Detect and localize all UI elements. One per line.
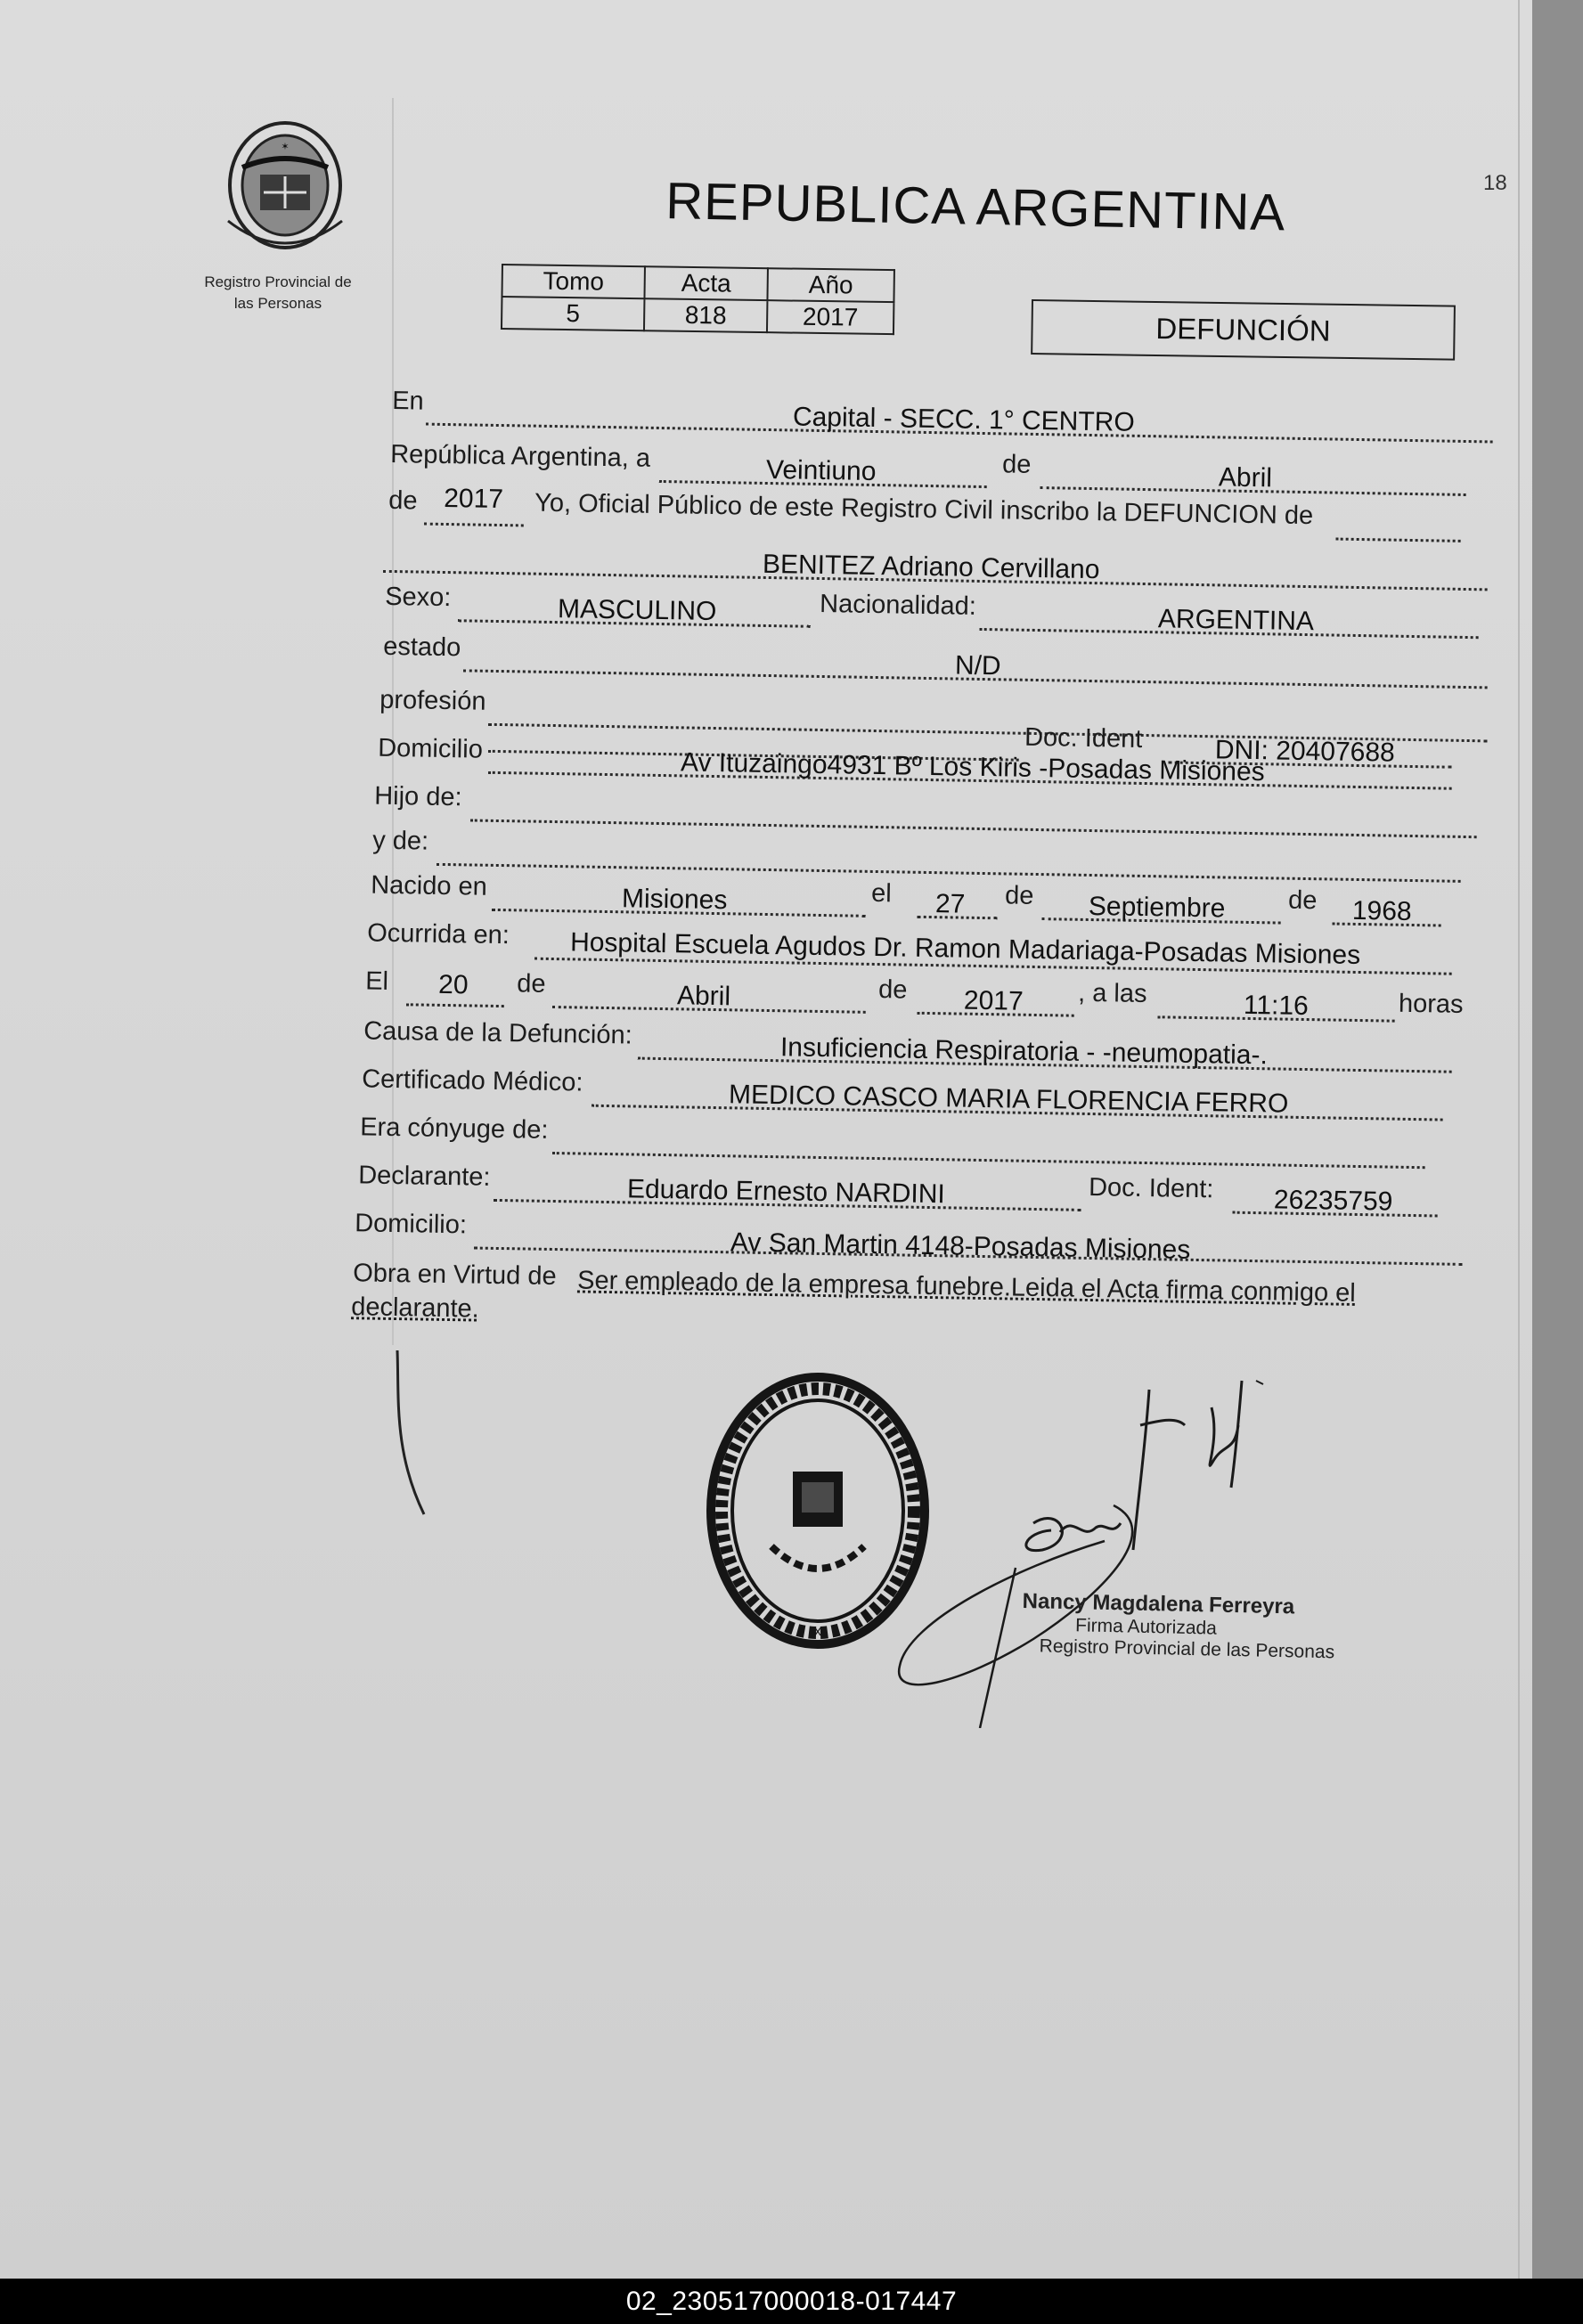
signatory-name: Nancy Magdalena Ferreyra	[1022, 1589, 1295, 1619]
signature-block	[1021, 1589, 1335, 1663]
registry-name: Registro Provincial de las Personas	[204, 273, 352, 312]
birth-year: 1968	[1351, 895, 1412, 926]
handwritten-signature	[882, 1372, 1292, 1728]
doc-label: Doc. Ident	[1024, 722, 1143, 754]
de-label: de	[388, 485, 418, 516]
el-label: el	[870, 878, 892, 909]
signatory-office: Registro Provincial de las Personas	[1039, 1635, 1335, 1663]
svg-text:✶: ✶	[281, 142, 290, 152]
declarante-doc-value: 26235759	[1273, 1185, 1393, 1217]
nacido-value: Misiones	[621, 884, 728, 916]
inscribo-text: Yo, Oficial Público de este Registro Civil inscribo la DEFUNCION de	[534, 488, 1314, 531]
table-value-acta: 818	[644, 298, 767, 332]
year-value: 2017	[444, 483, 504, 515]
place-value: Capital - SECC. 1° CENTRO	[792, 402, 1135, 437]
sexo-value: MASCULINO	[557, 594, 717, 627]
day-value: Veintiuno	[765, 454, 877, 487]
de-label: de	[1004, 881, 1034, 910]
conyuge-label: Era cónyuge de:	[359, 1113, 549, 1145]
signatory-role: Firma Autorizada	[1074, 1615, 1218, 1639]
svg-text:x: x	[814, 1624, 821, 1639]
table-header-acta: Acta	[644, 266, 767, 300]
causa-label: Causa de la Defunción:	[363, 1016, 632, 1050]
declarante-doc-label: Doc. Ident:	[1088, 1172, 1214, 1204]
estado-label: estado	[382, 632, 461, 663]
sexo-label: Sexo:	[384, 582, 452, 613]
horas-label: horas	[1398, 989, 1464, 1019]
causa-value: Insuficiencia Respiratoria - -neumopatia-.	[779, 1032, 1269, 1071]
republica-label: República Argentina, a	[389, 439, 651, 473]
el-cap-label: El	[364, 966, 389, 996]
declarante-label: Declarante:	[357, 1161, 491, 1192]
de-label: de	[516, 969, 546, 999]
misiones-emblem-icon	[210, 114, 360, 255]
nacionalidad-label: Nacionalidad:	[819, 589, 977, 621]
estado-value: N/D	[954, 650, 1001, 681]
table-header-tomo: Tomo	[502, 265, 644, 298]
certificado-label: Certificado Médico:	[361, 1064, 583, 1097]
record-type-box: DEFUNCIÓN	[1031, 299, 1456, 361]
margin-pen-stroke	[385, 1345, 438, 1523]
profesion-label: profesión	[379, 685, 486, 716]
domicilio-value: Av Ituzaingo4931 Bº Los Kiris -Posadas Misiones	[680, 747, 1265, 787]
nacionalidad-value: ARGENTINA	[1157, 604, 1315, 637]
ocurrida-value: Hospital Escuela Agudos Dr. Ramon Madariaga-Posadas Misiones	[569, 927, 1361, 971]
nacido-label: Nacido en	[370, 870, 488, 901]
y-de-label: y de:	[371, 826, 429, 856]
de-label: de	[877, 975, 908, 1005]
country-title: REPUBLICA ARGENTINA	[665, 171, 1286, 242]
deceased-name: BENITEZ Adriano Cervillano	[762, 549, 1100, 585]
obra-label: Obra en Virtud de	[352, 1259, 557, 1292]
declarante-value: Eduardo Ernesto NARDINI	[626, 1174, 946, 1210]
table-header-ano: Año	[767, 268, 893, 302]
en-label: En	[391, 387, 424, 416]
declarante-domicilio-value: Av San Martin 4148-Posadas Misiones	[730, 1227, 1191, 1265]
dotted-line	[1336, 538, 1461, 542]
declarante-domicilio-label: Domicilio:	[354, 1209, 468, 1240]
page-number: 18	[1483, 171, 1507, 195]
dotted-line	[424, 523, 524, 527]
death-year: 2017	[963, 985, 1024, 1016]
birth-day: 27	[934, 889, 966, 919]
doc-value: DNI: 20407688	[1214, 735, 1395, 768]
death-day: 20	[437, 969, 469, 1000]
de-label: de	[1001, 450, 1032, 479]
death-month: Abril	[676, 981, 731, 1012]
record-reference-table	[501, 264, 895, 335]
dotted-line	[406, 1003, 504, 1007]
month-value: Abril	[1218, 462, 1273, 493]
ocurrida-label: Ocurrida en:	[366, 918, 510, 950]
file-id-bar	[0, 2279, 1583, 2324]
de-label: de	[1287, 885, 1318, 916]
file-id: 02_230517000018-017447	[625, 2287, 958, 2316]
death-time: 11:16	[1243, 990, 1310, 1022]
obra-value-2: declarante.	[350, 1292, 479, 1324]
hijo-label: Hijo de:	[373, 781, 462, 812]
table-value-tomo: 5	[502, 297, 644, 330]
domicilio-label: Domicilio	[377, 733, 484, 764]
certificado-value: MEDICO CASCO MARIA FLORENCIA FERRO	[728, 1080, 1289, 1119]
obra-value: Ser empleado de la empresa funebre.Leida el Acta firma conmigo el	[576, 1266, 1357, 1308]
birth-month: Septiembre	[1088, 891, 1226, 924]
a-las-label: , a las	[1077, 978, 1147, 1009]
table-value-ano: 2017	[767, 300, 893, 334]
